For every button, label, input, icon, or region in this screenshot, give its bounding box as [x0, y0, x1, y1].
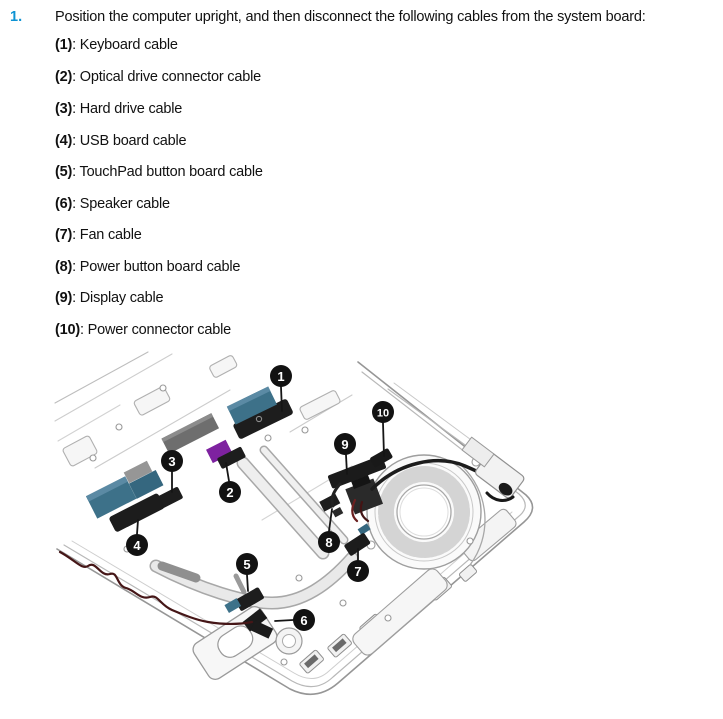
cable-item-label: (5) — [55, 164, 73, 180]
cable-item-label: (4) — [55, 133, 73, 149]
round-speaker — [276, 628, 302, 654]
svg-text:6: 6 — [300, 613, 308, 628]
cable-list-item — [55, 227, 142, 243]
step-number: 1. — [10, 9, 23, 25]
cable-item-label: (9) — [55, 290, 73, 306]
svg-text:8: 8 — [325, 535, 333, 550]
cable-item-text: : Power connector cable — [80, 322, 231, 338]
deck-brackets — [62, 355, 341, 467]
cable-item-text: : Optical drive connector cable — [72, 69, 261, 85]
callout-4 — [126, 534, 148, 556]
cable-item-text: : Speaker cable — [72, 196, 170, 212]
cable-list-item — [55, 322, 231, 338]
cable-item-text: : Keyboard cable — [72, 37, 178, 53]
callout-10 — [372, 401, 394, 423]
speaker — [190, 604, 280, 683]
callout-9 — [334, 433, 356, 455]
svg-text:3: 3 — [168, 454, 176, 469]
cable-list-item — [55, 101, 182, 117]
callout-3 — [161, 450, 183, 472]
callout-6 — [293, 609, 315, 631]
callout-8 — [318, 531, 340, 553]
cable-list-item — [55, 37, 178, 53]
cable-item-text: : Hard drive cable — [72, 101, 183, 117]
step-text: Position the computer upright, and then disconnect the following cables from the system board: — [55, 9, 646, 25]
keyboard-connector — [227, 386, 294, 439]
callout-5 — [236, 553, 258, 575]
cable-item-text: : Power button board cable — [72, 259, 241, 275]
svg-text:10: 10 — [376, 407, 390, 420]
svg-text:4: 4 — [133, 538, 141, 553]
cable-list-item — [55, 290, 163, 306]
callout-2 — [219, 481, 241, 503]
svg-text:5: 5 — [243, 557, 251, 572]
cable-item-text: : TouchPad button board cable — [72, 164, 263, 180]
cable-item-label: (2) — [55, 69, 73, 85]
callout-7 — [347, 560, 369, 582]
usb-board-ribbons — [86, 461, 165, 533]
svg-text:9: 9 — [341, 437, 349, 452]
cable-item-label: (1) — [55, 37, 73, 53]
cable-item-label: (7) — [55, 227, 73, 243]
svg-text:7: 7 — [354, 564, 362, 579]
cable-list-item — [55, 133, 186, 149]
cable-item-label: (6) — [55, 196, 73, 212]
callout-1 — [270, 365, 292, 387]
cable-list-item — [55, 69, 261, 85]
svg-text:1: 1 — [277, 369, 285, 384]
cable-list-item — [55, 164, 263, 180]
cable-item-text: : Fan cable — [72, 227, 142, 243]
system-board-illustration — [40, 350, 580, 719]
cable-item-text: : USB board cable — [72, 133, 187, 149]
cable-item-label: (8) — [55, 259, 73, 275]
cable-item-text: : Display cable — [72, 290, 164, 306]
cable-list-item — [55, 259, 240, 275]
svg-text:2: 2 — [226, 485, 234, 500]
cable-item-label: (3) — [55, 101, 73, 117]
cable-list-item — [55, 196, 170, 212]
cable-item-label: (10) — [55, 322, 80, 338]
